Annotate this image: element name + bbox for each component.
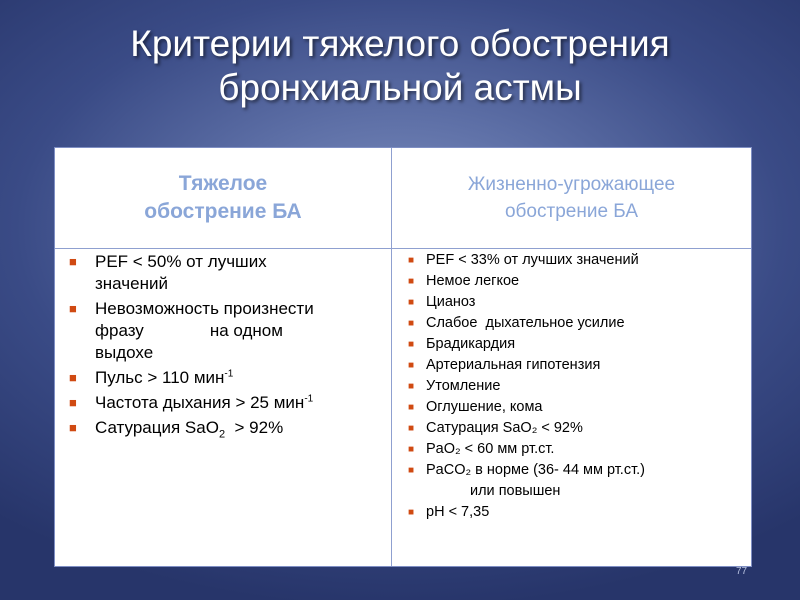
saturation-prefix: Сатурация SaO (95, 418, 219, 437)
bullet-icon: ■ (408, 360, 415, 371)
bullet-icon: ■ (408, 402, 415, 413)
header-right-line-1: Жизненно-угрожающее (467, 174, 676, 195)
list-item (408, 397, 738, 418)
speech-line-1: Невозможность произнести (95, 299, 314, 318)
slide-title-line-1: Критерии тяжелого обострения (130, 23, 670, 64)
criteria-table (54, 147, 752, 567)
list-item-saturation (69, 417, 369, 439)
list-item-text: Утомление (426, 378, 501, 394)
list-item-text: Цианоз (426, 294, 476, 310)
bullet-icon: ■ (69, 420, 77, 435)
slide-title-line-2: бронхиальной астмы (218, 67, 582, 108)
list-item-text: Сатурация SaO₂ < 92% (426, 420, 583, 436)
pulse-superscript: -1 (224, 368, 234, 380)
bullet-icon: ■ (408, 381, 415, 392)
list-item-text: PEF < 33% от лучших значений (426, 252, 639, 268)
list-item (408, 439, 738, 460)
list-item-pef (69, 251, 369, 295)
bullet-icon: ■ (69, 301, 77, 316)
list-item (408, 292, 738, 313)
speech-word-phrase: фразу (95, 321, 144, 340)
list-item-text: pH < 7,35 (426, 504, 490, 520)
bullet-icon: ■ (408, 255, 415, 266)
life-threatening-criteria-list (408, 250, 738, 523)
list-item-text: Артериальная гипотензия (426, 357, 601, 373)
bullet-icon: ■ (408, 276, 415, 287)
list-item-text: Слабое дыхательное усилие (426, 315, 625, 331)
saturation-subscript: 2 (218, 428, 226, 441)
header-left-line-1: Тяжелое (178, 172, 268, 195)
respiratory-rate-superscript: -1 (304, 393, 314, 405)
list-item-text: Брадикардия (426, 336, 516, 352)
speech-line-3: выдохе (95, 343, 154, 362)
header-severe-exacerbation (55, 148, 391, 248)
header-life-threatening-exacerbation (392, 148, 751, 248)
list-item-ph (408, 502, 738, 523)
bullet-icon: ■ (408, 444, 415, 455)
list-item-paco2 (408, 460, 738, 502)
list-item (408, 418, 738, 439)
list-item (408, 355, 738, 376)
list-item (408, 250, 738, 271)
list-item (408, 334, 738, 355)
speech-line-2 (95, 320, 369, 342)
bullet-icon: ■ (69, 395, 77, 410)
bullet-icon: ■ (408, 423, 415, 434)
header-left-line-2: обострение БА (144, 200, 302, 223)
bullet-icon: ■ (408, 339, 415, 350)
list-item (408, 376, 738, 397)
pef-line-1: PEF < 50% от лучших (95, 252, 267, 271)
pulse-text: Пульс > 110 мин (95, 368, 225, 387)
saturation-suffix: > 92% (225, 418, 284, 437)
paco2-line-1: PaCO₂ в норме (36- 44 мм рт.ст.) (426, 462, 645, 478)
bullet-icon: ■ (408, 318, 415, 329)
list-item (408, 313, 738, 334)
pef-line-2: значений (95, 274, 168, 293)
list-item (408, 271, 738, 292)
severe-criteria-list (69, 248, 369, 442)
slide-title (0, 22, 800, 110)
bullet-icon: ■ (408, 507, 415, 518)
bullet-icon: ■ (408, 297, 415, 308)
list-item-text: Оглушение, кома (426, 399, 543, 415)
bullet-icon: ■ (69, 254, 77, 269)
list-item-respiratory-rate (69, 392, 369, 414)
list-item-speech (69, 298, 369, 364)
respiratory-rate-text: Частота дыхания > 25 мин (95, 393, 305, 412)
list-item-pulse (69, 367, 369, 389)
page-number: 77 (736, 566, 748, 577)
list-item-text: Немое легкое (426, 273, 520, 289)
paco2-line-2: или повышен (470, 483, 561, 499)
speech-word-one-exhale: на одном (209, 321, 283, 340)
header-right-line-2: обострение БА (504, 201, 639, 222)
bullet-icon: ■ (408, 465, 415, 476)
bullet-icon: ■ (69, 370, 77, 385)
list-item-text: PaO₂ < 60 мм рт.ст. (426, 441, 555, 457)
